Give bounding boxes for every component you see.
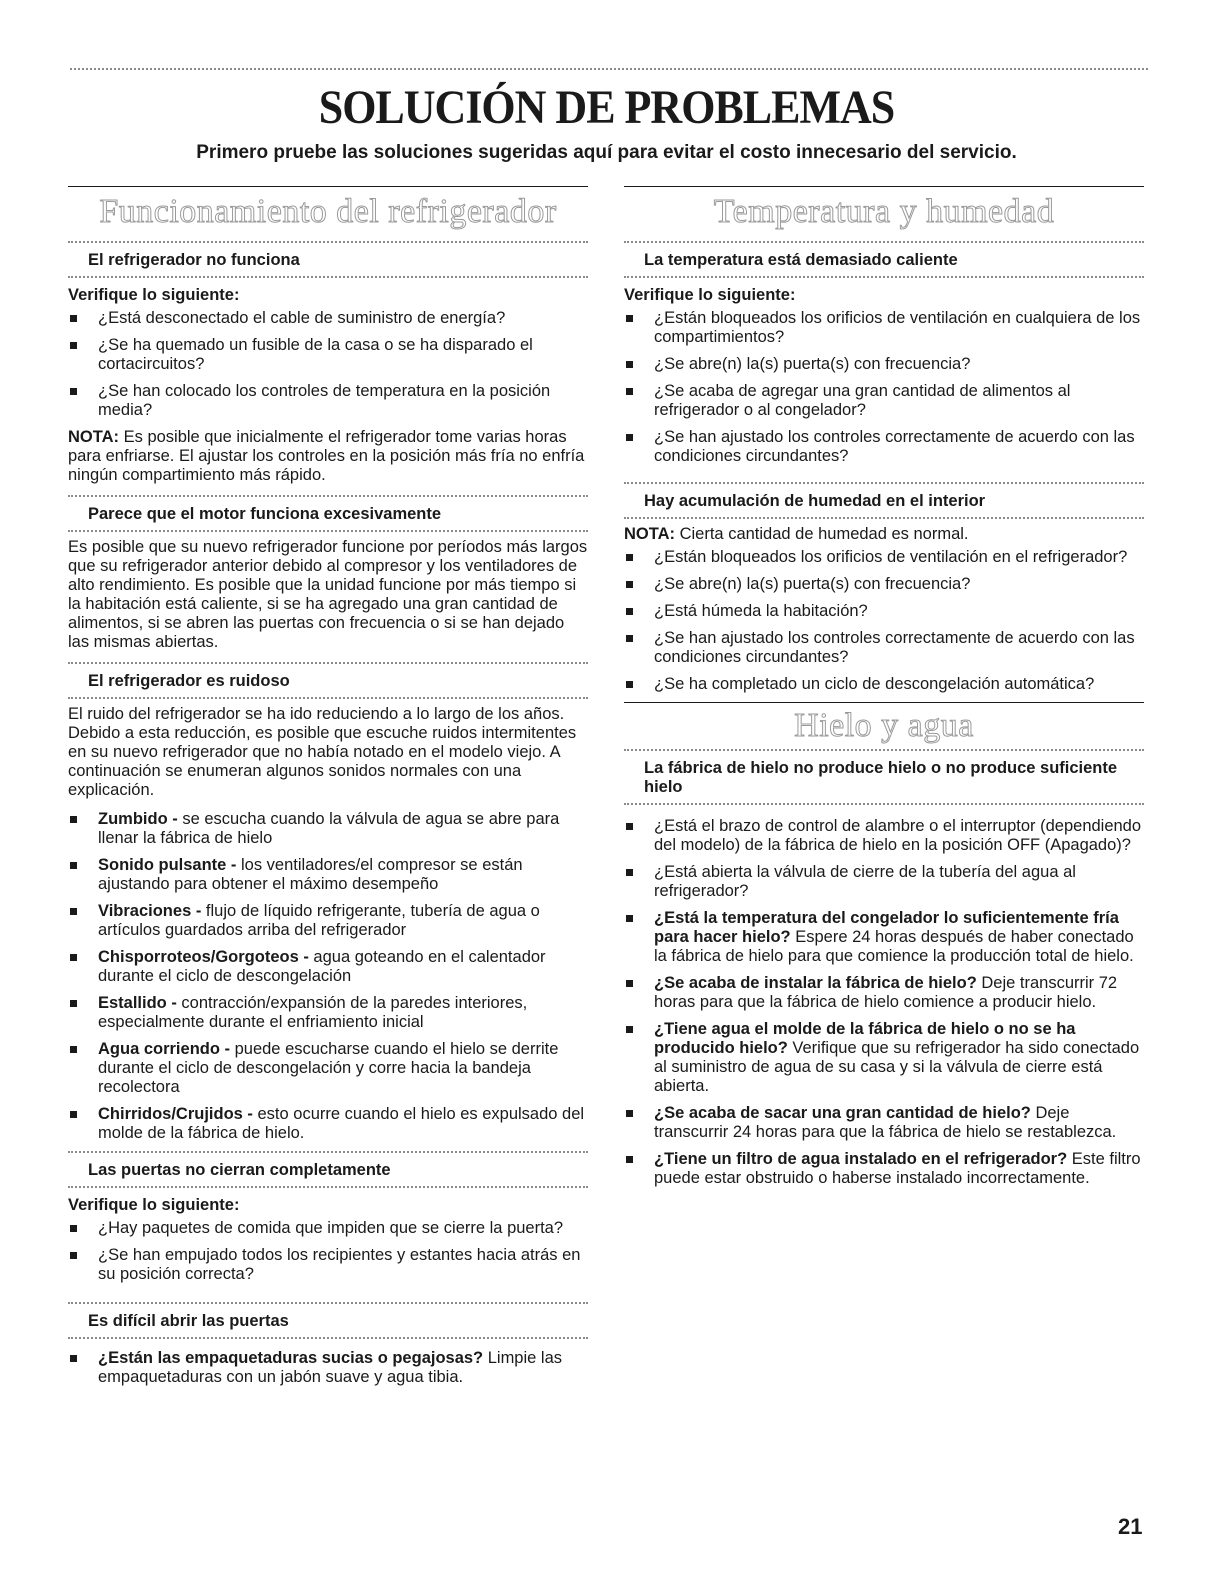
bullet-icon — [70, 1252, 77, 1259]
list-item: ¿Se han ajustado los controles correctamente de acuerdo con las condiciones circundantes? — [624, 428, 1144, 466]
subheading-not-working: El refrigerador no funciona — [68, 241, 588, 278]
bullet-icon — [626, 388, 633, 395]
list-item: ¿Está abierta la válvula de cierre de la tubería del agua al refrigerador? — [624, 863, 1144, 901]
page-number: 21 — [1118, 1514, 1143, 1539]
left-column — [68, 241, 588, 1395]
list-item: Agua corriendo - puede escucharse cuando el hielo se derrite durante el ciclo de descongelación y corre hacia la bandeja recolectora — [68, 1040, 588, 1097]
bullet-icon — [70, 908, 77, 915]
bullet-icon — [70, 954, 77, 961]
bullet-icon — [70, 862, 77, 869]
list-item: ¿Está húmeda la habitación? — [624, 602, 1144, 621]
subheading-too-warm: La temperatura está demasiado caliente — [624, 241, 1144, 278]
list-item: Zumbido - se escucha cuando la válvula de agua se abre para llenar la fábrica de hielo — [68, 810, 588, 848]
list-item: ¿Se acaba de agregar una gran cantidad de alimentos al refrigerador o al congelador? — [624, 382, 1144, 420]
check-list — [624, 548, 1144, 694]
section-doors-not-closing — [68, 1151, 588, 1284]
subheading-noisy: El refrigerador es ruidoso — [68, 662, 588, 699]
check-lead: Verifique lo siguiente: — [68, 286, 240, 304]
bullet-icon — [626, 681, 633, 688]
section-ice-water — [624, 702, 1144, 1188]
bullet-icon — [626, 554, 633, 561]
subheading-ice-maker: La fábrica de hielo no produce hielo o no produce suficiente hielo — [624, 749, 1144, 805]
section-heading-ice-water: Hielo y agua — [794, 707, 974, 744]
section-motor-runs — [68, 495, 588, 652]
list-item: ¿Hay paquetes de comida que impiden que se cierre la puerta? — [68, 1219, 588, 1238]
note-paragraph: NOTA: Es posible que inicialmente el refrigerador tome varias horas para enfriarse. El ajustar los controles en la posición más fría no enfría ningún compartimiento más rápido. — [68, 428, 585, 484]
section-doors-hard-to-open — [68, 1302, 588, 1387]
check-list — [68, 309, 588, 420]
bullet-icon — [626, 980, 633, 987]
sounds-list — [68, 810, 588, 1143]
bullet-icon — [626, 1156, 633, 1163]
bullet-icon — [626, 1110, 633, 1117]
subheading-doors-not-closing: Las puertas no cierran completamente — [68, 1151, 588, 1188]
left-heading-rule — [68, 186, 588, 187]
bullet-icon — [70, 315, 77, 322]
list-item: Sonido pulsante - los ventiladores/el compresor se están ajustando para obtener el máximo desempeño — [68, 856, 588, 894]
list-item: ¿Está la temperatura del congelador lo suficientemente fría para hacer hielo? Espere 24 horas después de haber conectado la fábrica de hielo para que comience la producción total de hielo. — [624, 909, 1144, 966]
right-column — [624, 241, 1144, 1196]
check-list — [624, 817, 1144, 1188]
bullet-icon — [626, 315, 633, 322]
list-item: ¿Están las empaquetaduras sucias o pegajosas? Limpie las empaquetaduras con un jabón suave y agua tibia. — [68, 1349, 588, 1387]
top-dotted-rule — [70, 68, 1148, 70]
list-item: ¿Tiene un filtro de agua instalado en el refrigerador? Este filtro puede estar obstruido o haberse instalado incorrectamente. — [624, 1150, 1144, 1188]
list-item: Chisporroteos/Gorgoteos - agua goteando en el calentador durante el ciclo de descongelación — [68, 948, 588, 986]
section-moisture — [624, 482, 1144, 694]
bullet-icon — [626, 581, 633, 588]
note-label: NOTA: — [624, 525, 676, 543]
list-item: ¿Se acaba de sacar una gran cantidad de hielo? Deje transcurrir 24 horas para que la fábrica de hielo se restablezca. — [624, 1104, 1144, 1142]
list-item: ¿Tiene agua el molde de la fábrica de hielo o no se ha producido hielo? Verifique que su refrigerador ha sido conectado al suministro de agua de su casa y si la válvula de cierre está abierta. — [624, 1020, 1144, 1096]
list-item: ¿Se han empujado todos los recipientes y estantes hacia atrás en su posición correcta? — [68, 1246, 588, 1284]
list-item: ¿Están bloqueados los orificios de ventilación en el refrigerador? — [624, 548, 1144, 567]
right-heading-rule — [624, 186, 1144, 187]
check-list — [68, 1349, 588, 1387]
paragraph: Es posible que su nuevo refrigerador funcione por períodos más largos que su refrigerador anterior debido al compresor y los ventiladores de alto rendimiento. Es posible que la unidad funcione por más tiempo si la habitación está caliente, si se ha agregado una gran cantidad de alimentos, si se abren las puertas con frecuencia o si se han dejado las mismas abiertas. — [68, 538, 588, 651]
bullet-icon — [626, 915, 633, 922]
list-item: ¿Está el brazo de control de alambre o el interruptor (dependiendo del modelo) de la fábrica de hielo en la posición OFF (Apagado)? — [624, 817, 1144, 855]
list-item: ¿Está desconectado el cable de suministro de energía? — [68, 309, 588, 328]
list-item: ¿Se ha quemado un fusible de la casa o se ha disparado el cortacircuitos? — [68, 336, 588, 374]
subheading-moisture: Hay acumulación de humedad en el interior — [624, 482, 1144, 519]
page-title: SOLUCIÓN DE PROBLEMAS — [318, 81, 895, 134]
list-item: ¿Se acaba de instalar la fábrica de hielo? Deje transcurrir 72 horas para que la fábrica de hielo comience a producir hielo. — [624, 974, 1144, 1012]
list-item: ¿Están bloqueados los orificios de ventilación en cualquiera de los compartimientos? — [624, 309, 1144, 347]
list-item: ¿Se han colocado los controles de temperatura en la posición media? — [68, 382, 588, 420]
section-too-warm — [624, 241, 1144, 466]
bullet-icon — [626, 1026, 633, 1033]
note-paragraph: NOTA: Cierta cantidad de humedad es normal. — [624, 525, 969, 543]
list-item: ¿Se ha completado un ciclo de descongelación automática? — [624, 675, 1144, 694]
check-list — [624, 309, 1144, 466]
bullet-icon — [626, 823, 633, 830]
bullet-icon — [626, 608, 633, 615]
list-item: Vibraciones - flujo de líquido refrigerante, tubería de agua o artículos guardados arriba del refrigerador — [68, 902, 588, 940]
section-heading-refrigerator: Funcionamiento del refrigerador — [99, 193, 557, 230]
bullet-icon — [70, 1000, 77, 1007]
bullet-icon — [70, 816, 77, 823]
page-subtitle: Primero pruebe las soluciones sugeridas aquí para evitar el costo innecesario del servicio. — [196, 142, 1017, 163]
list-item: ¿Se abre(n) la(s) puerta(s) con frecuencia? — [624, 575, 1144, 594]
subheading-motor-runs: Parece que el motor funciona excesivamente — [68, 495, 588, 532]
bullet-icon — [70, 1225, 77, 1232]
list-item: Chirridos/Crujidos - esto ocurre cuando el hielo es expulsado del molde de la fábrica de hielo. — [68, 1105, 588, 1143]
bullet-icon — [70, 1046, 77, 1053]
bullet-icon — [626, 434, 633, 441]
bullet-icon — [70, 1111, 77, 1118]
bullet-icon — [626, 361, 633, 368]
note-label: NOTA: — [68, 428, 120, 446]
section-not-working — [68, 241, 588, 485]
list-item: ¿Se abre(n) la(s) puerta(s) con frecuencia? — [624, 355, 1144, 374]
check-lead: Verifique lo siguiente: — [624, 286, 796, 304]
check-lead: Verifique lo siguiente: — [68, 1196, 240, 1214]
paragraph: El ruido del refrigerador se ha ido reduciendo a lo largo de los años. Debido a esta reducción, es posible que escuche ruidos intermitentes en su nuevo refrigerador que no había notado en el modelo viejo. A continuación se enumeran algunos sonidos normales con una explicación. — [68, 705, 577, 799]
bullet-icon — [70, 1355, 77, 1362]
subheading-doors-hard-to-open: Es difícil abrir las puertas — [68, 1302, 588, 1339]
check-list — [68, 1219, 588, 1284]
bullet-icon — [626, 635, 633, 642]
section-noisy — [68, 662, 588, 1143]
list-item: Estallido - contracción/expansión de la paredes interiores, especialmente durante el enfriamiento inicial — [68, 994, 588, 1032]
bullet-icon — [70, 342, 77, 349]
bullet-icon — [626, 869, 633, 876]
section-heading-temperature: Temperatura y humedad — [713, 193, 1055, 230]
bullet-icon — [70, 388, 77, 395]
list-item: ¿Se han ajustado los controles correctamente de acuerdo con las condiciones circundantes? — [624, 629, 1144, 667]
